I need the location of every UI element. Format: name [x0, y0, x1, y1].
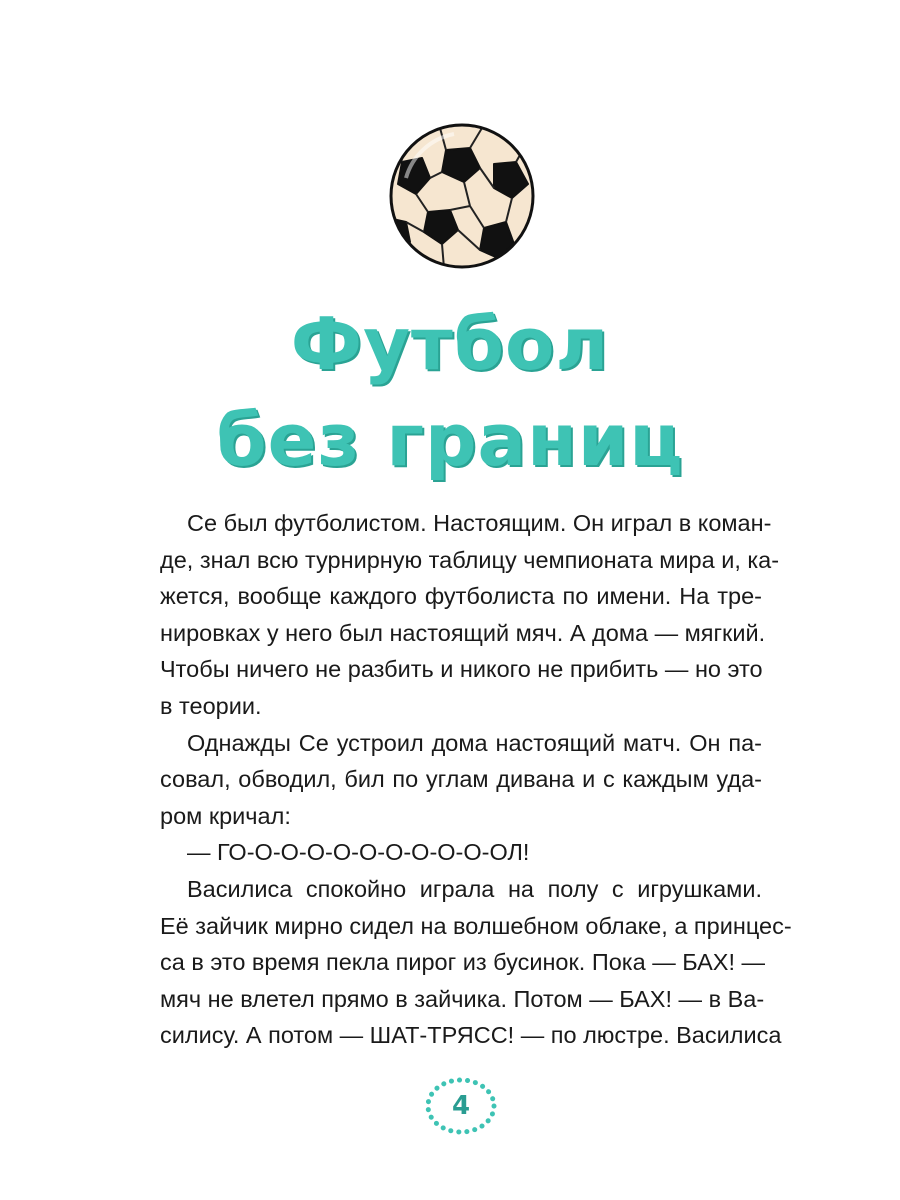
page-number-badge [424, 1076, 498, 1136]
page-number: 4 [451, 1091, 471, 1121]
text-line: Её зайчик мирно сидел на волшебном облаке, а принцес- [160, 912, 792, 939]
text-line: Чтобы ничего не разбить и никого не прибить — но это [160, 656, 763, 683]
text-line: Василиса спокойно играла на полу с игрушками. [187, 875, 762, 902]
text-line: Се был футболистом. Настоящим. Он играл в коман- [187, 510, 772, 536]
text-line: в теории. [160, 692, 262, 719]
text-line: ром кричал: [160, 802, 291, 829]
soccer-ball-icon [384, 118, 540, 274]
text-line: де, знал всю турнирную таблицу чемпионата мира и, ка- [160, 546, 780, 573]
text-line: жется, вообще каждого футболиста по имени. На тре- [160, 583, 762, 610]
page-title-line-1: Футбол [290, 302, 610, 386]
text-line: Однажды Се устроил дома настоящий матч. Он па- [187, 729, 762, 756]
page-title-line-2: без границ [216, 398, 684, 482]
text-line: силису. А потом — ШАТ-ТРЯСС! — по люстре. Василиса [160, 1022, 782, 1049]
text-line: мяч не влетел прямо в зайчика. Потом — БАХ! — в Ва- [160, 985, 765, 1012]
text-line: — ГО-О-О-О-О-О-О-О-О-О-ОЛ! [187, 839, 530, 866]
text-line: совал, обводил, бил по углам дивана и с каждым уда- [160, 766, 762, 793]
text-line: са в это время пекла пирог из бусинок. Пока — БАХ! — [160, 949, 766, 976]
text-line: нировках у него был настоящий мяч. А дома — мягкий. [160, 619, 766, 646]
story-text [160, 505, 792, 1054]
